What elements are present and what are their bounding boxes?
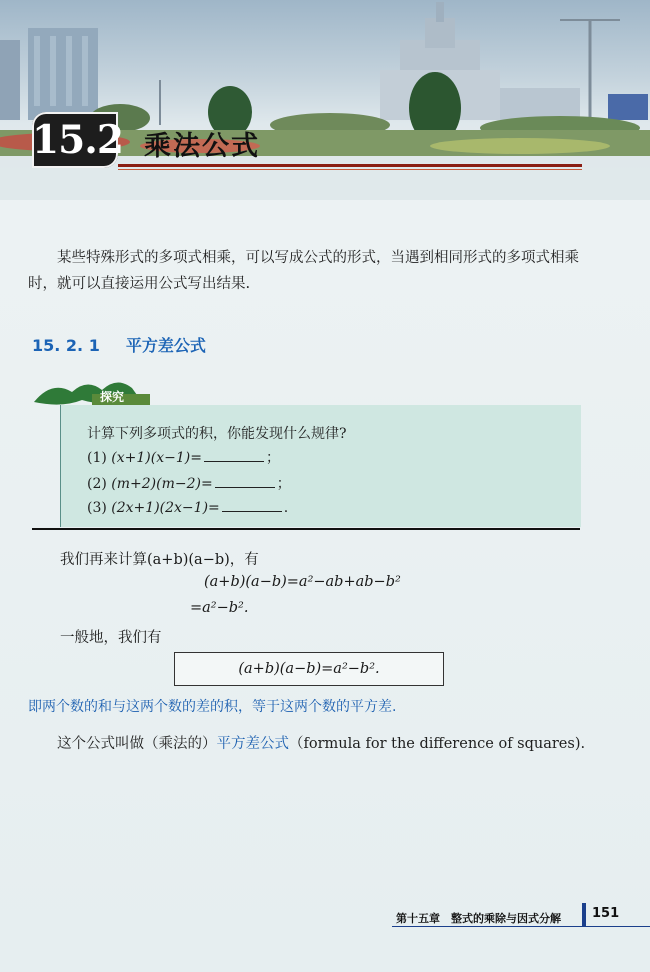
naming-before: 这个公式叫做（乘法的） bbox=[57, 735, 217, 752]
rule-statement: 即两个数的和与这两个数的差的积，等于这两个数的平方差. bbox=[28, 699, 397, 715]
intro-paragraph: 某些特殊形式的多项式相乘，可以写成公式的形式，当遇到相同形式的多项式相乘时，就可以直接运用公式写出结果. bbox=[28, 249, 579, 292]
explore-box bbox=[60, 405, 581, 527]
explore-label: 探究 bbox=[100, 390, 125, 404]
item-label: (3) bbox=[87, 500, 107, 516]
naming-after: （formula for the difference of squares). bbox=[289, 735, 586, 752]
answer-blank bbox=[204, 449, 264, 462]
explore-item bbox=[87, 447, 280, 467]
general-statement: 一般地，我们有 bbox=[60, 630, 162, 646]
footer-bar bbox=[582, 903, 586, 927]
chapter-footer: 第十五章 整式的乘除与因式分解 bbox=[396, 912, 561, 925]
subsection-title: 平方差公式 bbox=[125, 336, 206, 355]
item-label: (1) bbox=[87, 450, 107, 466]
calc-intro: 我们再来计算(a+b)(a−b)，有 bbox=[60, 552, 259, 568]
explore-box-rule bbox=[32, 528, 580, 530]
item-end: . bbox=[283, 500, 289, 516]
explore-prompt: 计算下列多项式的积，你能发现什么规律? bbox=[87, 426, 347, 442]
title-underline bbox=[118, 164, 582, 167]
item-label: (2) bbox=[87, 476, 107, 492]
formula-naming bbox=[28, 731, 598, 757]
item-expression: (m+2)(m−2)= bbox=[111, 476, 213, 492]
page-number: 151 bbox=[592, 906, 620, 921]
answer-blank bbox=[215, 475, 275, 488]
explore-item bbox=[87, 499, 288, 516]
answer-blank bbox=[222, 499, 282, 512]
formula-term: 平方差公式 bbox=[216, 735, 289, 752]
section-number-badge: 15.2 bbox=[32, 112, 118, 168]
section-title: 乘法公式 bbox=[144, 131, 260, 162]
city-skyline-illustration bbox=[0, 0, 650, 200]
footer-rule bbox=[392, 926, 650, 927]
expansion-equation: (a+b)(a−b)=a²−ab+ab−b² bbox=[204, 574, 401, 590]
item-end: ； bbox=[265, 450, 280, 466]
subsection-number: 15. 2. 1 bbox=[32, 336, 100, 355]
item-expression: (2x+1)(2x−1)= bbox=[111, 500, 220, 516]
simplified-result: =a²−b². bbox=[190, 600, 249, 616]
title-underline-thin bbox=[118, 169, 582, 170]
item-end: ； bbox=[276, 476, 291, 492]
explore-item bbox=[87, 473, 291, 493]
item-expression: (x+1)(x−1)= bbox=[111, 450, 202, 466]
banner-photo bbox=[0, 0, 650, 200]
subsection-heading bbox=[32, 333, 206, 356]
difference-of-squares-formula: (a+b)(a−b)=a²−b². bbox=[174, 652, 444, 686]
